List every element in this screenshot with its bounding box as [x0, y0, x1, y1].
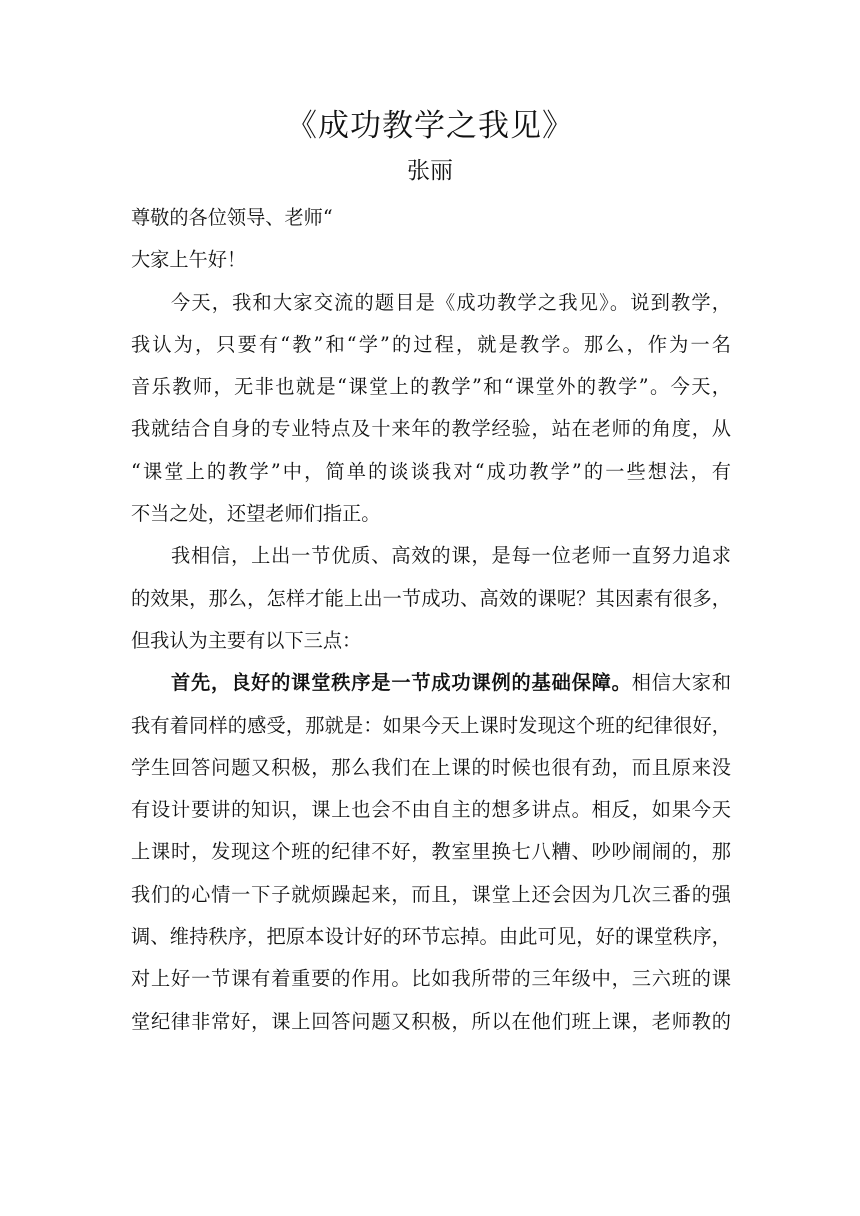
paragraph-line: 调、维持秩序，把原本设计好的环节忘掉。由此可见，好的课堂秩序， — [131, 925, 731, 949]
paragraph-text: 相信大家和 — [631, 671, 732, 695]
paragraph-1 — [131, 282, 731, 536]
paragraph-line: 但我认为主要有以下三点： — [131, 628, 362, 652]
paragraph-line: 我相信，上出一节优质、高效的课，是每一位老师一直努力追求 — [171, 544, 731, 568]
paragraph-line: 音乐教师，无非也就是“课堂上的教学”和“课堂外的教学”。今天， — [131, 375, 731, 399]
paragraph-line: 上课时，发现这个班的纪律不好，教室里换七八糟、吵吵闹闹的，那 — [131, 840, 731, 864]
paragraph-3 — [131, 662, 731, 1043]
paragraph-line: 的效果，那么，怎样才能上出一节成功、高效的课呢？其因素有很多， — [131, 586, 731, 610]
paragraph-line: 堂纪律非常好，课上回答问题又积极，所以在他们班上课，老师教的 — [131, 1009, 731, 1033]
greeting-line: 尊敬的各位领导、老师“ — [131, 206, 333, 229]
greeting-line: 大家上午好！ — [131, 248, 247, 272]
paragraph-line: 今天，我和大家交流的题目是《成功教学之我见》。说到教学， — [171, 290, 731, 314]
paragraph-line: 我就结合自身的专业特点及十来年的教学经验，站在老师的角度，从 — [131, 417, 731, 441]
paragraph-line — [131, 662, 731, 704]
paragraph-line: 对上好一节课有着重要的作用。比如我所带的三年级中，三六班的课 — [131, 967, 731, 991]
document-title: 《成功教学之我见》 — [286, 108, 574, 144]
bold-heading-text: 首先，良好的课堂秩序是一节成功课例的基础保障。 — [171, 671, 632, 695]
paragraph-2 — [131, 535, 731, 662]
document-body — [131, 197, 731, 1043]
paragraph-line: 我有着同样的感受，那就是：如果今天上课时发现这个班的纪律很好， — [131, 713, 731, 737]
paragraph-line: 学生回答问题又积极，那么我们在上课的时候也很有劲，而且原来没 — [131, 755, 731, 779]
document-author: 张丽 — [407, 158, 453, 184]
paragraph-line: 有设计要讲的知识，课上也会不由自主的想多讲点。相反，如果今天 — [131, 798, 731, 822]
paragraph-line: 不当之处，还望老师们指正。 — [131, 502, 381, 526]
paragraph-line: “课堂上的教学”中，简单的谈谈我对“成功教学”的一些想法，有 — [131, 459, 731, 483]
paragraph-line: 我们的心情一下子就烦躁起来，而且，课堂上还会因为几次三番的强 — [131, 882, 731, 906]
paragraph-line: 我认为，只要有“教”和“学”的过程，就是教学。那么，作为一名 — [131, 332, 731, 356]
